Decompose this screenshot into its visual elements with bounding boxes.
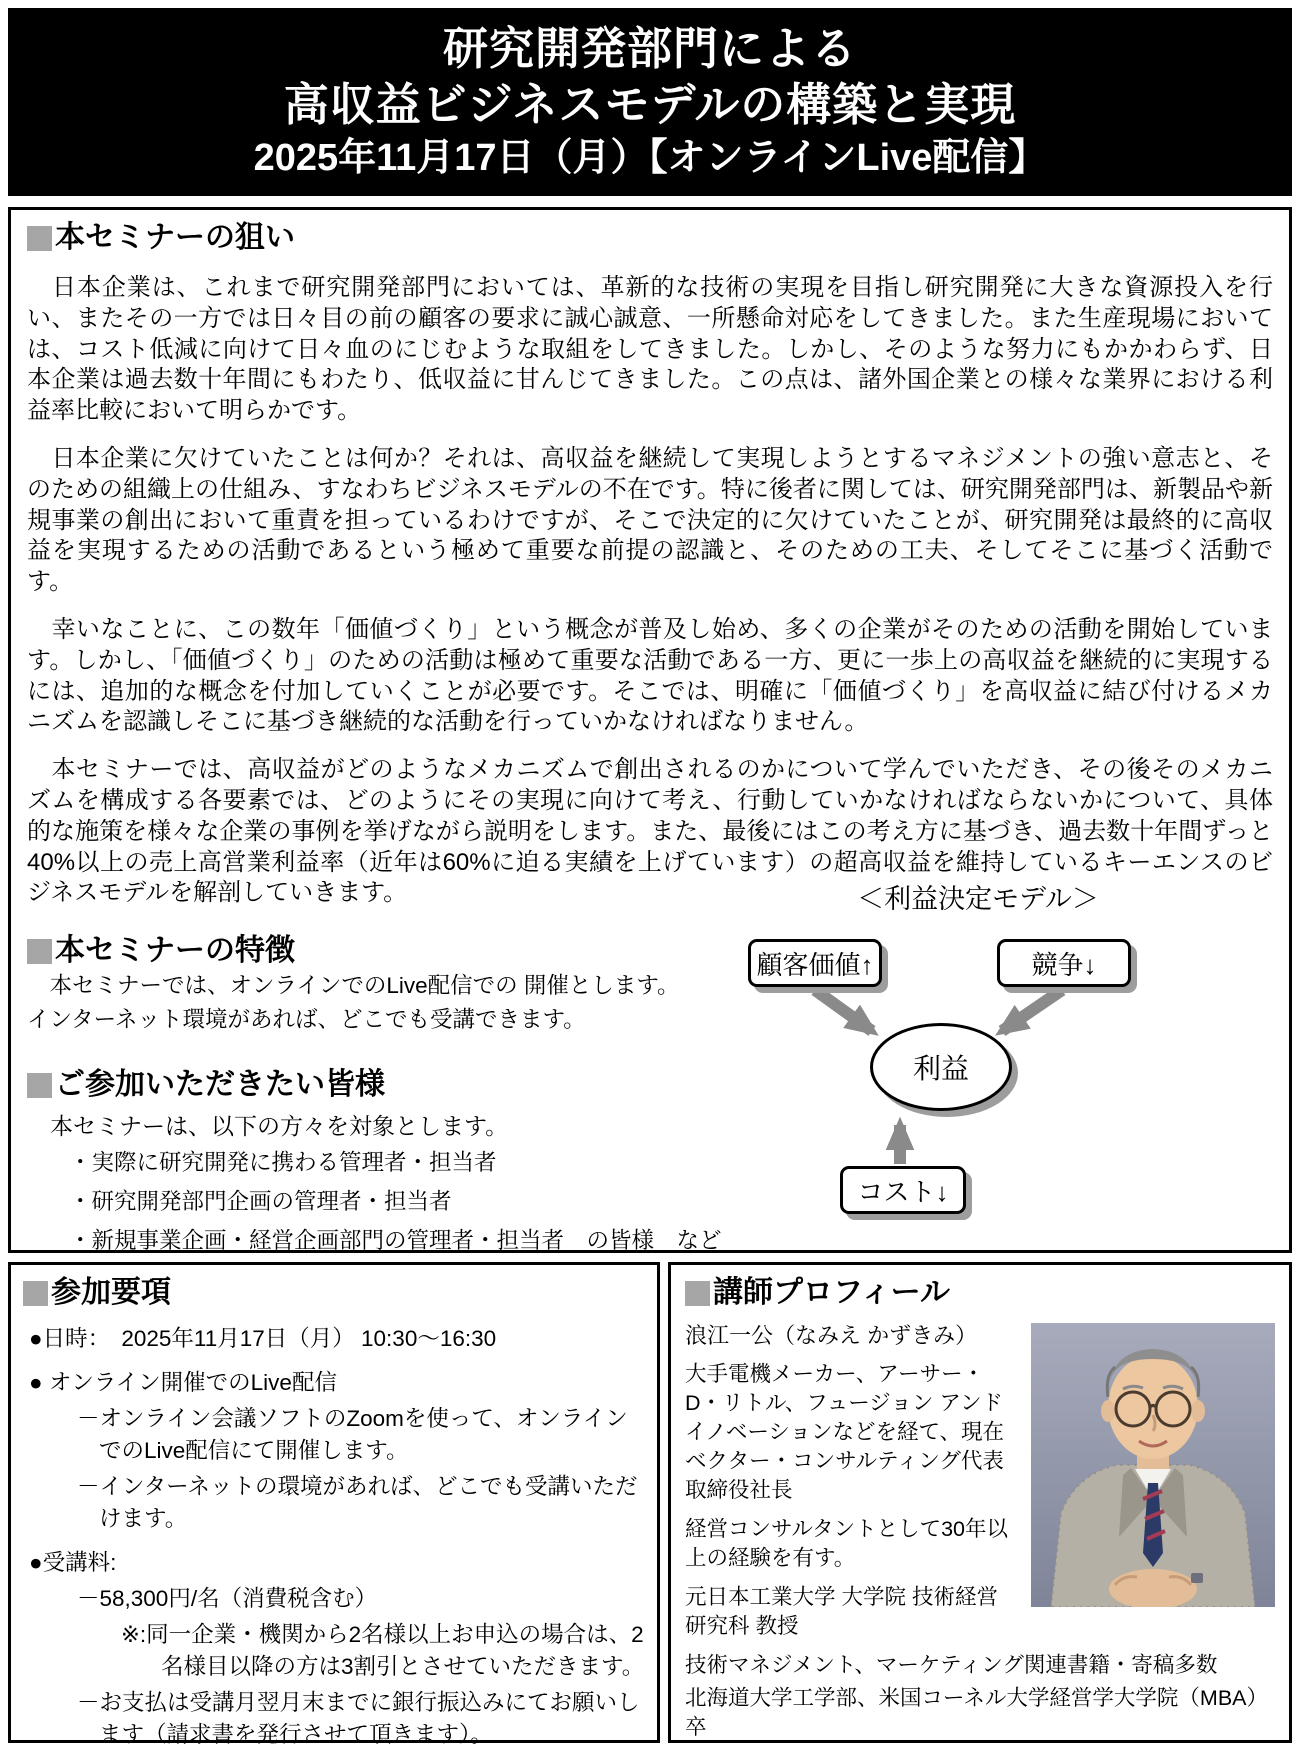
arrow-competition-to-profit [1002,990,1062,1031]
features-section [27,933,707,1037]
audience-heading-label: ご参加いただきたい皆様 [55,1068,385,1102]
requirement-payment-note: －お支払は受講月翌月末までに銀行振込みにてお願いします（請求書を発行させて頂きます）。 [77,1690,640,1747]
requirement-online: ● オンライン開催でのLive配信 [29,1370,337,1395]
lecturer-career-2: 経営コンサルタントとして30年以上の経験を有す。 [685,1517,1008,1570]
requirements-box [8,1262,660,1747]
seminar-date-line: 2025年11月17日（月）【オンラインLive配信】 [253,137,1047,179]
seminar-title-line1: 研究開発部門による [442,23,857,74]
requirements-heading-label: 参加要項 [51,1276,171,1309]
lecturer-career-5: 北海道大学工学部、米国コーネル大学経営学大学院（MBA）卒 [685,1686,1269,1739]
lecturer-profile-box [668,1262,1292,1743]
diagram-node-cost: コスト↓ [840,1166,966,1214]
requirement-fee-amount: －58,300円/名（消費税含む） [77,1586,378,1611]
aims-heading-label: 本セミナーの狙い [55,221,295,254]
aims-paragraph-4: 本セミナーでは、高収益がどのようなメカニズムで創出されるのかについて学んでいただき、その後そのメカニズムを構成する各要素では、どのようにその実現に向けて考え、行動していかなければならないかについて、具体的な施策を様々な企業の事例を挙げながら説明をします。また、最後にはこの考え方に基づき、過去数十年間ずっと40%以上の売上高営業利益率（近年は60%に迫る実績を上げています）の超高収益を維持しているキーエンスのビジネスモデルを解剖していきます。 [27,756,1273,907]
diagram-node-competition: 競争↓ [997,939,1131,987]
aims-paragraph-3: 幸いなことに、この数年「価値づくり」という概念が普及し始め、多くの企業がそのための活動を開始しています。しかし、「価値づくり」のための活動は極めて重要な活動である一方、更に一歩上の高収益を継続的に実現するには、追加的な概念を付加していくことが必要です。そこでは、明確に「価値づくり」を高収益に結び付けるメカニズムを認識しそこに基づき継続的な活動を行っていかなければなりません。 [27,615,1273,736]
lecturer-name: 浪江一公（なみえ かずきみ） [685,1323,978,1348]
audience-item: ・実際に研究開発に携わる管理者・担当者 [69,1150,497,1176]
profile-heading [685,1275,1275,1311]
profit-model-diagram [672,873,1284,1251]
arrow-customer-to-profit [815,990,872,1031]
heading-square-icon [27,1073,52,1098]
lecturer-career-4: 技術マネジメント、マーケティング関連書籍・寄稿多数 [685,1653,1218,1677]
requirement-fee-label: ●受講料: [29,1550,117,1575]
requirement-discount-note: ※:同一企業・機関から2名様以上お申込の場合は、2名様目以降の方は3割引とさせていただきます。 [121,1622,645,1679]
requirement-zoom-note: －オンライン会議ソフトのZoomを使って、オンラインでのLive配信にて開催します。 [77,1406,628,1463]
audience-item: ・研究開発部門企画の管理者・担当者 [69,1189,452,1215]
requirements-heading [23,1275,645,1311]
lecturer-photo [1031,1323,1275,1607]
requirement-internet-note: －インターネットの環境があれば、どこでも受講いただけます。 [77,1474,638,1531]
diagram-node-customer-value: 顧客価値↑ [748,939,882,987]
heading-square-icon [685,1281,710,1306]
heading-square-icon [23,1281,48,1306]
features-line-2: インターネット環境があれば、どこでも受講できます。 [27,1007,586,1033]
main-content-box [8,207,1292,1253]
lecturer-career-1: 大手電機メーカー、アーサー・D・リトル、フュージョン アンド イノベーションなどを経て、現在ベクター・コンサルティング代表取締役社長 [685,1362,1005,1502]
lecturer-career-3: 元日本工業大学 大学院 技術経営研究科 教授 [685,1585,998,1638]
requirement-datetime: ●日時： 2025年11月17日（月） 10:30～16:30 [29,1326,497,1351]
features-heading [27,933,707,969]
aims-heading [27,220,1273,256]
audience-intro: 本セミナーは、以下の方々を対象とします。 [27,1113,509,1140]
diagram-node-profit: 利益 [870,1023,1012,1111]
aims-section [27,220,1273,909]
profile-heading-label: 講師プロフィール [713,1276,950,1309]
features-heading-label: 本セミナーの特徴 [55,934,295,968]
aims-paragraph-1: 日本企業は、これまで研究開発部門においては、革新的な技術の実現を目指し研究開発に大きな資源投入を行い、またその一方では日々目の前の顧客の要求に誠心誠意、一所懸命対応をしてきました。また生産現場においては、コスト低減に向けて日々血のにじむような取組をしてきました。しかし、そのような努力にもかかわらず、日本企業は過去数十年間にもわたり、低収益に甘んじてきました。この点は、諸外国企業との様々な業界における利益率比較において明らかです。 [27,274,1273,425]
audience-item: ・新規事業企画・経営企画部門の管理者・担当者 の皆様 など [69,1228,722,1254]
heading-square-icon [27,939,52,964]
features-line-1: 本セミナーでは、オンラインでのLive配信での 開催とします。 [27,973,680,999]
profile-text [685,1321,1275,1742]
title-banner [8,8,1292,196]
aims-paragraph-2: 日本企業に欠けていたことは何か？それは、高収益を継続して実現しようとするマネジメントの強い意志と、そのための組織上の仕組み、すなわちビジネスモデルの不在です。特に後者に関しては、研究開発部門は、新製品や新規事業の創出において重責を担っているわけですが、そこで決定的に欠けていたことが、研究開発は最終的に高収益を実現するための活動であるという極めて重要な前提の認識と、そのための工夫、そしてそこに基づく活動です。 [27,444,1273,596]
diagram-title: ＜利益決定モデル＞ [857,884,1099,914]
seminar-title-line2: 高収益ビジネスモデルの構築と実現 [283,79,1017,130]
heading-square-icon [27,226,52,251]
